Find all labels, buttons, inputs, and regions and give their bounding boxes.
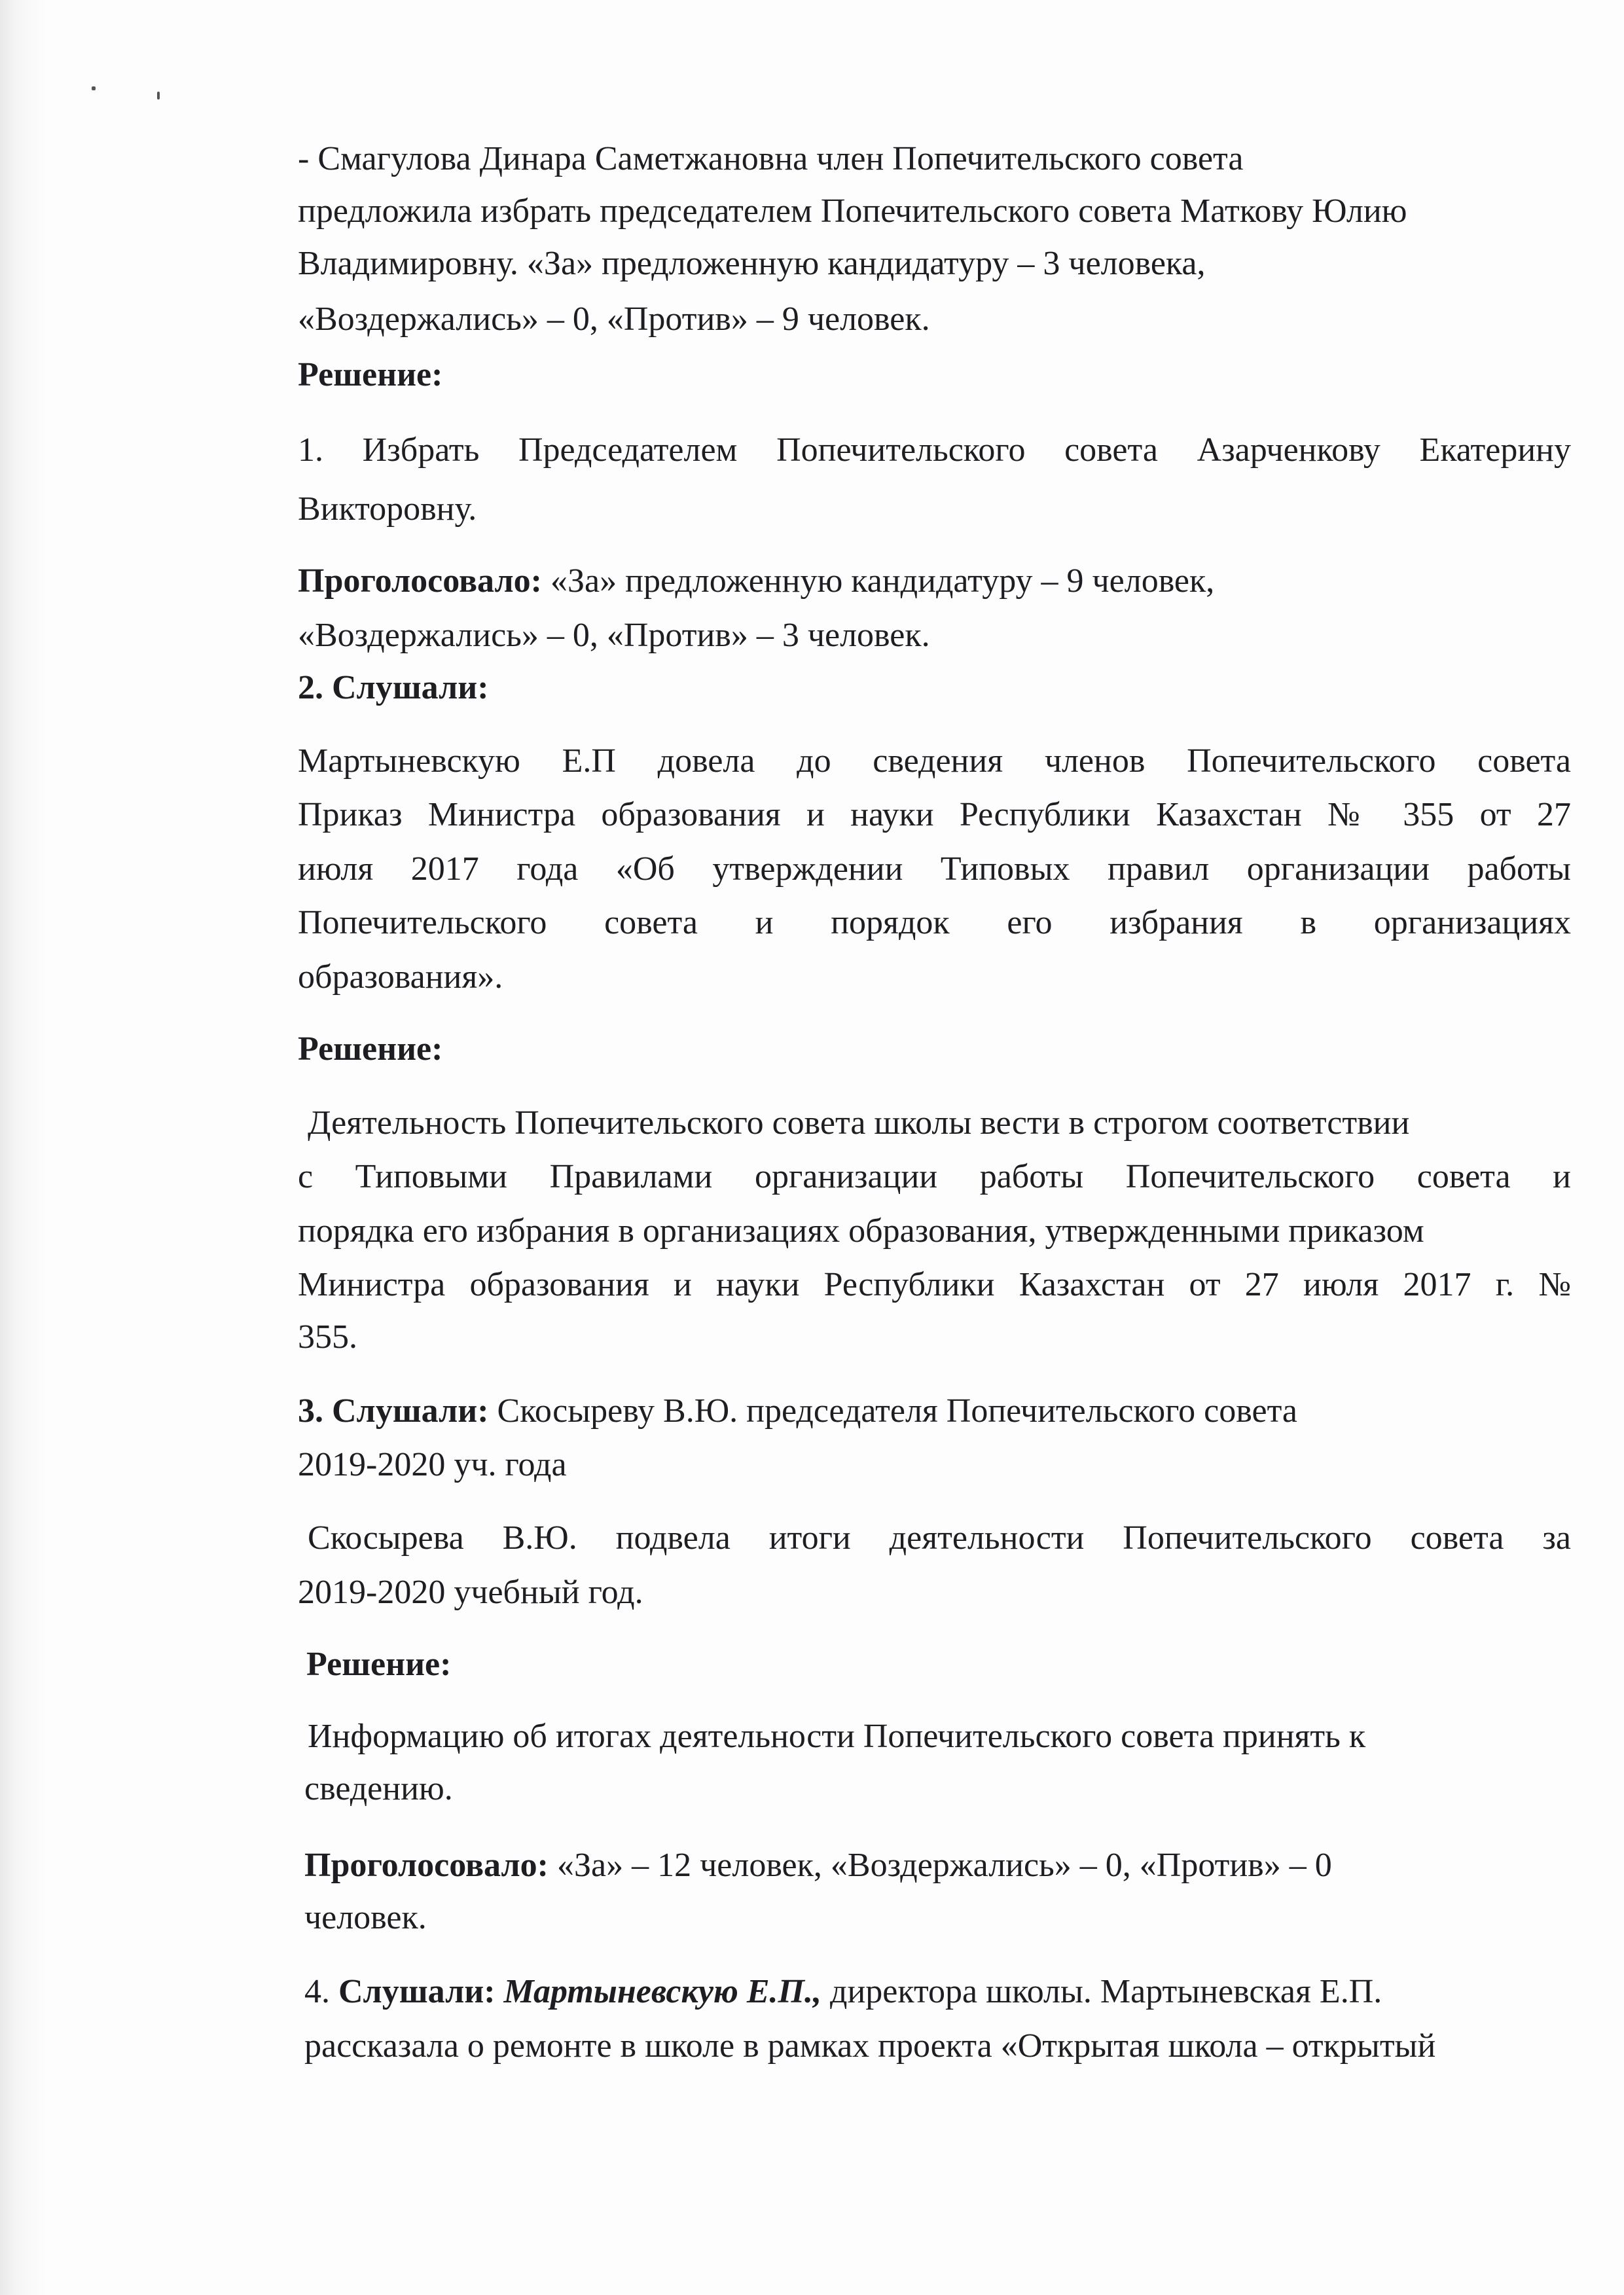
line-text: Приказ Министра образования и науки Республики Казахстан № 355 от 27: [298, 796, 1571, 833]
line-text: Мартыневскую Е.П довела до сведения членов Попечительского совета: [298, 742, 1571, 780]
line-text: Владимировну. «За» предложенную кандидатуру – 3 человека,: [298, 245, 1206, 282]
bold-italic-name: Мартыневскую Е.П.,: [495, 1973, 821, 2010]
line-text: Информацию об итогах деятельности Попечительского совета принять к: [308, 1718, 1366, 1755]
bold-label: Решение:: [306, 1646, 452, 1683]
line-text: 4.: [304, 1973, 338, 2010]
text-line: [298, 349, 1571, 401]
text-line: [298, 483, 1571, 535]
text-line: [298, 1311, 1571, 1364]
line-text: 355.: [298, 1318, 357, 1356]
line-text: «За» предложенную кандидатуру – 9 человек,: [542, 562, 1215, 600]
line-text: 1. Избрать Председателем Попечительского совета Азарченкову Екатерину: [298, 431, 1571, 469]
line-text: 2019-2020 уч. года: [298, 1446, 567, 1483]
text-line: [298, 662, 1571, 714]
line-text: «Воздержались» – 0, «Против» – 3 человек.: [298, 617, 930, 654]
line-text: «Воздержались» – 0, «Против» – 9 человек.: [298, 300, 930, 338]
line-text: Викторовну.: [298, 490, 477, 528]
text-line: [298, 1151, 1571, 1203]
line-text: Попечительского совета и порядок его избрания в организациях: [298, 904, 1571, 941]
text-line: [304, 1763, 1571, 1815]
line-text: сведению.: [304, 1770, 453, 1807]
text-line: [298, 1439, 1571, 1491]
text-line: [298, 133, 1571, 185]
line-text: Министра образования и науки Республики Казахстан от 27 июля 2017 г. №: [298, 1266, 1571, 1303]
line-text: июля 2017 года «Об утверждении Типовых правил организации работы: [298, 850, 1571, 888]
text-line: [298, 185, 1571, 238]
text-line: [298, 789, 1571, 841]
text-line: [298, 238, 1571, 290]
line-text: человек.: [304, 1899, 427, 1936]
text-line: [304, 1892, 1571, 1944]
line-text: предложила избрать председателем Попечительского совета Маткову Юлию: [298, 192, 1407, 230]
scan-edge-shadow: [0, 0, 46, 2295]
text-line: [308, 1710, 1571, 1763]
line-text: рассказала о ремонте в школе в рамках проекта «Открытая школа – открытый: [304, 2027, 1436, 2065]
bold-label: Проголосовало:: [304, 1847, 549, 1884]
line-text: порядка его избрания в организациях образования, утвержденными приказом: [298, 1212, 1424, 1250]
text-line: [298, 1566, 1571, 1619]
text-line: [298, 897, 1571, 949]
text-line: [306, 1638, 1571, 1691]
text-line: [298, 951, 1571, 1003]
line-text: Деятельность Попечительского совета школы вести в строгом соответствии: [308, 1104, 1410, 1142]
text-line: [308, 1097, 1571, 1149]
text-line: [298, 1385, 1571, 1437]
line-text: с Типовыми Правилами организации работы Попечительского совета и: [298, 1158, 1571, 1195]
text-line: [298, 555, 1571, 607]
bold-label: Проголосовало:: [298, 562, 542, 600]
text-line: [298, 1023, 1571, 1075]
text-line: [298, 293, 1571, 346]
line-text: Скосыреву В.Ю. председателя Попечительского совета: [488, 1392, 1298, 1430]
line-text: Скосырева В.Ю. подвела итоги деятельности Попечительского совета за: [308, 1519, 1571, 1557]
text-line: [308, 1512, 1571, 1564]
text-line: [304, 2020, 1571, 2072]
bold-label: 2. Слушали:: [298, 669, 489, 706]
bold-label: Решение:: [298, 356, 443, 393]
text-line: [304, 1966, 1571, 2018]
line-text: «За» – 12 человек, «Воздержались» – 0, «Против» – 0: [549, 1847, 1332, 1884]
text-line: [298, 1259, 1571, 1311]
text-line: [298, 1205, 1571, 1257]
text-line: [298, 843, 1571, 895]
bold-label: Решение:: [298, 1030, 443, 1068]
bold-label: 3. Слушали:: [298, 1392, 489, 1430]
text-line: [298, 609, 1571, 662]
line-text: директора школы. Мартыневская Е.П.: [821, 1973, 1382, 2010]
text-line: [304, 1839, 1571, 1892]
scan-speck: [157, 92, 160, 99]
scan-speck: [92, 86, 96, 90]
line-text: 2019-2020 учебный год.: [298, 1574, 643, 1611]
text-line: [298, 424, 1571, 477]
line-text: образования».: [298, 958, 503, 996]
text-line: [298, 735, 1571, 787]
bold-label: Слушали:: [338, 1973, 496, 2010]
line-text: - Смагулова Динара Саметжановна член Попечительского совета: [298, 140, 1244, 177]
